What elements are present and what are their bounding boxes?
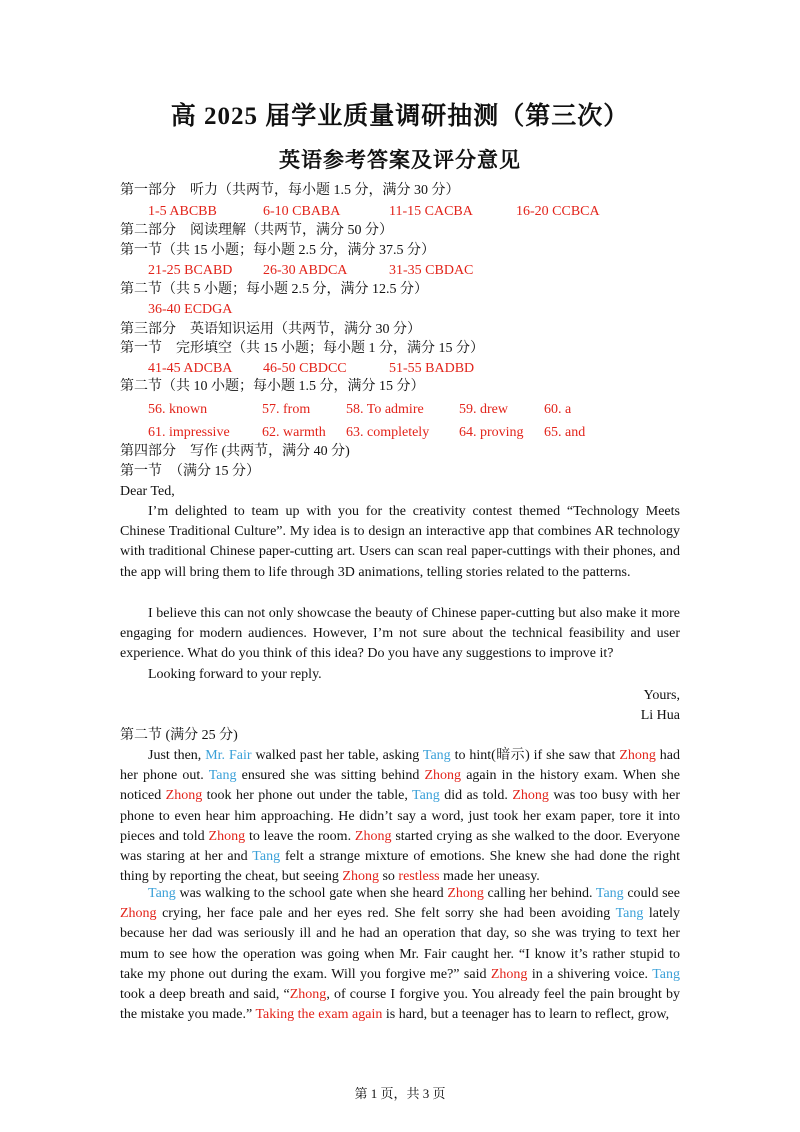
story-text: calling her behind. [483, 886, 596, 901]
story-text: lately because her dad was seriously ill and he had an operation that day, so she was trying to text her mum to see how the operation was going when Mr. Fair caught her. “I know it’s rather stupid to take my phone out during the exam. Will you forgive me?” said [120, 906, 680, 982]
name-zhong: Zhong [447, 886, 484, 901]
answer-item: 62. warmth [262, 425, 326, 440]
answer-group: 31-35 CBDAC [389, 263, 474, 278]
name-zhong: Zhong [165, 788, 203, 804]
story-text: in a shivering voice. [527, 966, 653, 982]
name-tang: Tang [208, 768, 237, 784]
answer-item: 65. and [544, 425, 586, 440]
story-text: so [378, 869, 399, 885]
answer-group: 26-30 ABDCA [263, 263, 348, 278]
name-tang: Tang [652, 966, 680, 982]
answer-item: 61. impressive [148, 425, 230, 440]
phrase-taking-exam-again: Taking the exam again [255, 1007, 383, 1023]
letter-closing: Yours, [643, 688, 680, 703]
part3-sec1-heading: 第一节 完形填空（共 15 小题；每小题 1 分，满分 15 分） [120, 341, 484, 356]
page-subtitle: 英语参考答案及评分意见 [279, 148, 521, 172]
name-zhong: Zhong [208, 828, 246, 844]
answer-group: 11-15 CACBA [389, 204, 473, 219]
name-tang: Tang [252, 849, 281, 865]
name-tang: Tang [422, 748, 451, 763]
answer-group: 1-5 ABCBB [148, 204, 217, 219]
story-text: took her phone out under the table, [202, 788, 412, 804]
story-text: , of course I forgive you. You already feel the pain brought by the mistake you made.” [120, 987, 680, 1023]
answer-item: 64. proving [459, 425, 524, 440]
answer-item: 57. from [262, 402, 311, 417]
name-zhong: Zhong [354, 828, 392, 844]
part4-heading: 第四部分 写作 (共两节，满分 40 分) [120, 444, 350, 459]
story-text: felt a strange mixture of emotions. She knew she had done the right thing by reporting the cheat, but seeing [120, 849, 680, 885]
answer-item: 58. To admire [346, 402, 424, 417]
letter-paragraph-2: I believe this can not only showcase the beauty of Chinese paper-cutting but also make it more engaging for modern audiences. However, I’m not sure about the technical feasibility and user experience. What do you think of this idea? Do you have any suggestions to improve it? [120, 606, 680, 662]
name-zhong: Zhong [619, 748, 656, 763]
story-text: had her phone out. [120, 748, 681, 784]
answer-group: 6-10 CBABA [263, 204, 341, 219]
answer-group: 21-25 BCABD [148, 263, 233, 278]
answer-group: 36-40 ECDGA [148, 302, 233, 317]
word-restless: restless [398, 869, 440, 885]
name-zhong: Zhong [120, 906, 157, 922]
answer-group: 51-55 BADBD [389, 361, 475, 376]
part2-heading: 第二部分 阅读理解（共两节，满分 50 分） [120, 223, 393, 238]
name-tang: Tang [615, 906, 644, 922]
story-paragraph-2 [120, 884, 680, 1025]
name-zhong: Zhong [424, 768, 462, 784]
answer-item: 59. drew [459, 402, 508, 417]
answer-item: 56. known [148, 402, 208, 417]
name-tang: Tang [148, 886, 176, 901]
answer-item: 63. completely [346, 425, 430, 440]
story-text: crying, her face pale and her eyes red. She felt sorry she had been avoiding [156, 906, 616, 922]
name-zhong: Zhong [490, 966, 528, 982]
part2-sec1-heading: 第一节（共 15 小题；每小题 2.5 分，满分 37.5 分） [120, 243, 435, 258]
story-text: is hard, but a teenager has to learn to reflect, grow, [382, 1007, 670, 1023]
part3-heading: 第三部分 英语知识运用（共两节，满分 30 分） [120, 322, 421, 337]
story-paragraph-1 [120, 746, 680, 887]
part1-heading: 第一部分 听力（共两节，每小题 1.5 分，满分 30 分） [120, 183, 460, 198]
letter-greeting: Dear Ted, [120, 484, 175, 499]
letter-paragraph-1: I’m delighted to team up with you for the creativity contest themed “Technology Meets Chinese Traditional Culture”. My idea is to design an interactive app that combines AR technology with traditional Chinese paper-cutting art. Users can scan real paper-cuttings with their phones, and the app will bring them to life through 3D animations, telling stories related to the patterns. [120, 504, 680, 580]
name-zhong: Zhong [512, 788, 549, 804]
story-text: walked past her table, asking [251, 748, 423, 763]
story-text: to leave the room. [245, 828, 355, 844]
name-mr-fair: Mr. Fair [205, 748, 252, 763]
answer-group: 16-20 CCBCA [516, 204, 600, 219]
answer-group: 46-50 CBDCC [263, 361, 347, 376]
name-zhong: Zhong [342, 869, 379, 885]
story-text: could see [623, 886, 680, 901]
page-title: 高 2025 届学业质量调研抽测（第三次） [170, 103, 630, 130]
letter-paragraph-3: Looking forward to your reply. [148, 667, 322, 682]
story-text: ensured she was sitting behind [236, 768, 425, 784]
name-zhong: Zhong [289, 987, 327, 1003]
story-text: was walking to the school gate when she heard [175, 886, 448, 901]
letter-signature: Li Hua [640, 708, 680, 723]
story-text: to hint(暗示) if she saw that [450, 748, 620, 763]
part4-sec1-heading: 第一节 （满分 15 分） [120, 464, 260, 479]
answer-group: 41-45 ADCBA [148, 361, 233, 376]
story-text: made her uneasy. [439, 869, 540, 885]
story-text: again in the history exam. When she noticed [120, 768, 680, 804]
part3-sec2-heading: 第二节（共 10 小题；每小题 1.5 分，满分 15 分） [120, 379, 425, 394]
name-tang: Tang [595, 886, 624, 901]
story-text: started crying as she walked to the door. Everyone was staring at her and [120, 828, 680, 865]
story-text: did as told. [439, 788, 513, 804]
part4-sec2-heading: 第二节 (满分 25 分) [120, 728, 238, 743]
name-tang: Tang [412, 788, 440, 804]
part2-sec2-heading: 第二节（共 5 小题；每小题 2.5 分，满分 12.5 分） [120, 282, 428, 297]
story-text: Just then, [148, 748, 206, 763]
story-text: took a deep breath and said, “ [120, 987, 290, 1003]
answer-item: 60. a [544, 402, 572, 417]
page-number: 第 1 页，共 3 页 [354, 1086, 446, 1101]
story-text: was too busy with her phone to even hear him approaching. He didn’t say a word, just took her exam paper, tore it into pieces and told [120, 788, 680, 844]
